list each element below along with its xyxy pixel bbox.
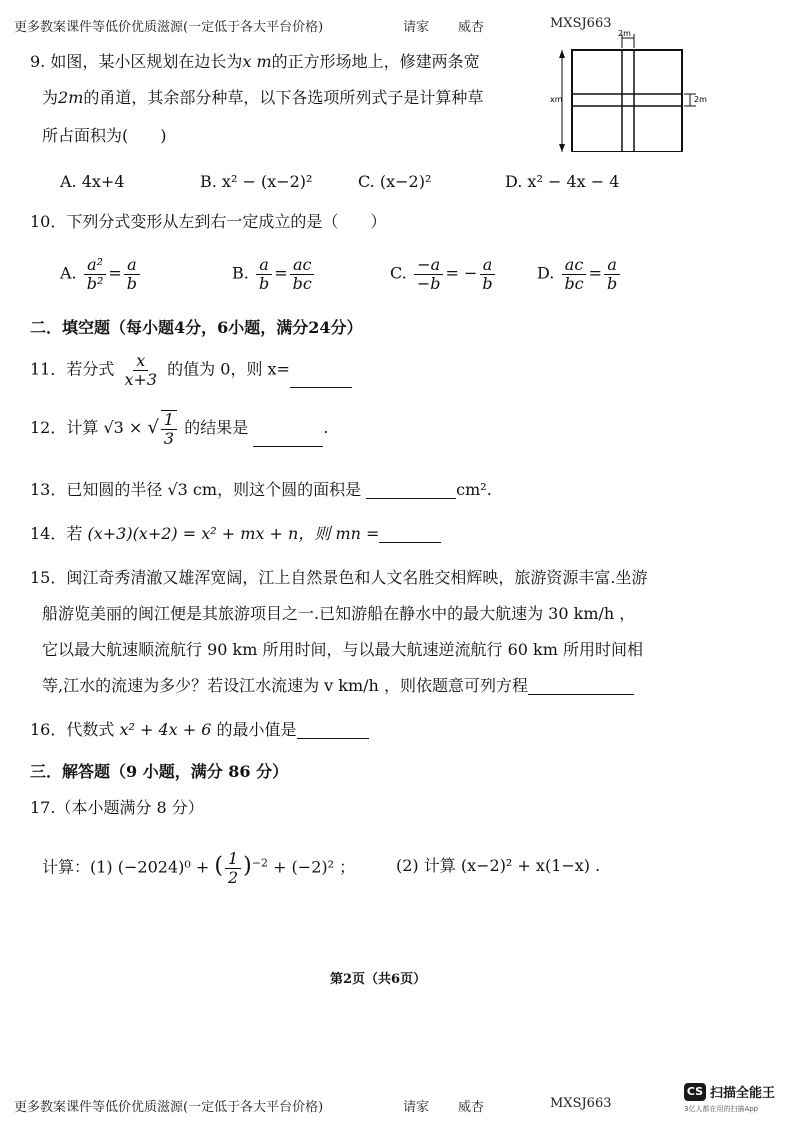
q9-option-b: B. x² − (x−2)²: [200, 172, 313, 191]
header-name: 威杏: [458, 20, 485, 35]
q15-line4: 等,江水的流速为多少？若设江水流速为 v km/h ，则依题意可列方程: [42, 676, 634, 695]
q15-line3: 它以最大航速顺流航行 90 km 所用时间，与以最大航速逆流航行 60 km 所用时间相: [42, 640, 643, 659]
page-number: 第2页（共6页）: [330, 972, 427, 987]
q16: 16．代数式 x² + 4x + 6 的最小值是: [30, 720, 369, 739]
header-contact: 请家: [403, 20, 430, 35]
q10-option-d: D. $\frac{ac}{bc}$ = $\frac{a}{b}$: [537, 256, 622, 292]
footer-code: MXSJ663: [550, 1096, 612, 1111]
q10-option-c: C. $\frac{-a}{-b}$ = − $\frac{a}{b}$: [390, 256, 498, 292]
footer-banner: 更多教案课件等低价优质滋源(一定低于各大平台价格): [14, 1100, 324, 1115]
section-2-heading: 二．填空题（每小题4分，6小题，满分24分）: [30, 318, 363, 337]
q10-option-b: B. $\frac{a}{b}$ = $\frac{ac}{bc}$: [232, 256, 317, 292]
scanner-name: 扫描全能王: [710, 1086, 776, 1101]
q9-figure-top-label: 2m: [618, 29, 631, 38]
scanner-tagline: 3亿人都在用的扫描App: [684, 1105, 759, 1113]
footer-name: 威杏: [458, 1100, 485, 1115]
q10-option-a: A. $\frac{\text{a²}}{\text{b²}}$ = $\frac{a}{b}$: [60, 256, 142, 292]
q11: 11．若分式 $\frac{x}{x+3}$ 的值为 0，则 x=: [30, 352, 352, 388]
q9-figure-left-label: xm: [550, 95, 563, 104]
q9-option-a: A. 4x+4: [60, 172, 125, 191]
q13: 13．已知圆的半径 √3 cm，则这个圆的面积是 cm².: [30, 480, 492, 499]
q9-line1: 9. 如图，某小区规划在边长为x m的正方形场地上，修建两条宽: [30, 52, 480, 71]
header-banner: 更多教案课件等低价优质滋源(一定低于各大平台价格): [14, 20, 324, 35]
q12-answer-blank[interactable]: [253, 430, 323, 447]
q10-stem: 10．下列分式变形从左到右一定成立的是（ ）: [30, 212, 387, 231]
q14-answer-blank[interactable]: [379, 526, 441, 543]
camscanner-logo-icon: CS: [684, 1083, 706, 1101]
section-3-heading: 三．解答题（9 小题，满分 86 分）: [30, 762, 289, 781]
header-code: MXSJ663: [550, 16, 612, 31]
q17-part1: 计算：(1) (−2024)⁰ + ( $\frac{1}{2}$ )$^{-2}$ + (−2)² ；: [42, 849, 356, 887]
q13-answer-blank[interactable]: [366, 482, 456, 499]
q9-option-d: D. x² − 4x − 4: [505, 172, 620, 191]
q17-title: 17.（本小题满分 8 分）: [30, 798, 204, 817]
q9-option-c: C. (x−2)²: [358, 172, 432, 191]
scanner-watermark: [684, 1082, 775, 1101]
q15-line1: 15．闽江奇秀清澈又雄浑宽阔，江上自然景色和人文名胜交相辉映，旅游资源丰富.坐游: [30, 568, 648, 587]
q9-figure-side-label: 2m: [694, 95, 707, 104]
q15-line2: 船游览美丽的闽江便是其旅游项目之一.已知游船在静水中的最大航速为 30 km/h ，: [42, 604, 636, 623]
q9-figure: [550, 28, 710, 152]
q11-answer-blank[interactable]: [290, 371, 352, 388]
q9-line2: 为2m的甬道，其余部分种草，以下各选项所列式子是计算种草: [42, 88, 484, 107]
q9-line3: 所占面积为( ): [42, 126, 167, 145]
q17-part2: (2) 计算 (x−2)² + x(1−x) .: [396, 856, 601, 875]
footer-contact: 请家: [403, 1100, 430, 1115]
q16-answer-blank[interactable]: [297, 722, 369, 739]
q15-answer-blank[interactable]: [528, 678, 634, 695]
q14: 14．若 (x+3)(x+2) = x² + mx + n，则 mn =: [30, 524, 441, 543]
q12: 12．计算 √3 × √ $\frac{1}{3}$ 的结果是 .: [30, 410, 329, 448]
